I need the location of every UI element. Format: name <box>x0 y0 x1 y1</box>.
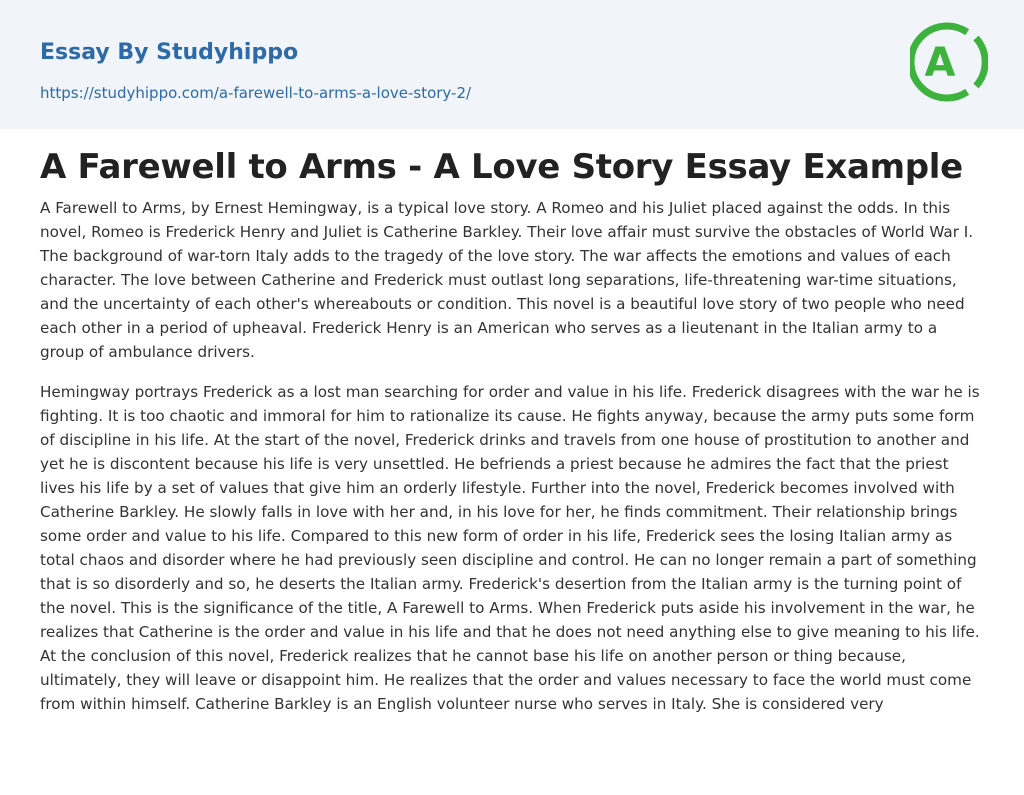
studyhippo-logo-icon[interactable] <box>910 18 988 106</box>
site-header <box>0 0 1024 129</box>
page-title: A Farewell to Arms - A Love Story Essay Example <box>40 147 963 187</box>
essay-paragraph: A Farewell to Arms, by Ernest Hemingway, is a typical love story. A Romeo and his Juliet placed against the odds. In this novel, Romeo is Frederick Henry and Juliet is Catherine Barkley. Their love affair must survive the obstacles of World War I. The background of war-torn Italy adds to the tragedy of the love story. The war affects the emotions and values of each character. The love between Catherine and Frederick must outlast long separations, life-threatening war-time situations, and the uncertainty of each other's whereabouts or condition. This novel is a beautiful love story of two people who need each other in a period of upheaval. Frederick Henry is an American who serves as a lieutenant in the Italian army to a group of ambulance drivers. <box>40 199 974 361</box>
logo-letter: A <box>924 40 956 86</box>
essay-paragraph: Hemingway portrays Frederick as a lost man searching for order and value in his life. Frederick disagrees with the war he is fighting. It is too chaotic and immoral for him to rationalize its cause. He fights anyway, because the army puts some form of discipline in his life. At the start of the novel, Frederick drinks and travels from one house of prostitution to another and yet he is discontent because his life is very unsettled. He befriends a priest because he admires the fact that the priest lives his life by a set of values that give him an orderly lifestyle. Further into the novel, Frederick becomes involved with Catherine Barkley. He slowly falls in love with her and, in his love for her, he finds commitment. Their relationship brings some order and value to his life. Compared to this new form of order in his life, Frederick sees the losing Italian army as total chaos and disorder where he had previously seen discipline and control. He can no longer remain a part of something that is so disorderly and so, he deserts the Italian army. Frederick's desertion from the Italian army is the turning point of the novel. This is the significance of the title, A Farewell to Arms. When Frederick puts aside his involvement in the war, he realizes that Catherine is the order and value in his life and that he does not need anything else to give meaning to his life. At the conclusion of this novel, Frederick realizes that he cannot base his life on another person or thing because, ultimately, they will leave or disappoint him. He realizes that the order and values necessary to face the world must come from within himself. Catherine Barkley is an English volunteer nurse who serves in Italy. She is considered very <box>40 383 980 713</box>
site-title[interactable]: Essay By Studyhippo <box>40 40 299 65</box>
essay-body <box>40 196 984 732</box>
source-url-link[interactable]: https://studyhippo.com/a-farewell-to-arms-a-love-story-2/ <box>40 84 472 102</box>
